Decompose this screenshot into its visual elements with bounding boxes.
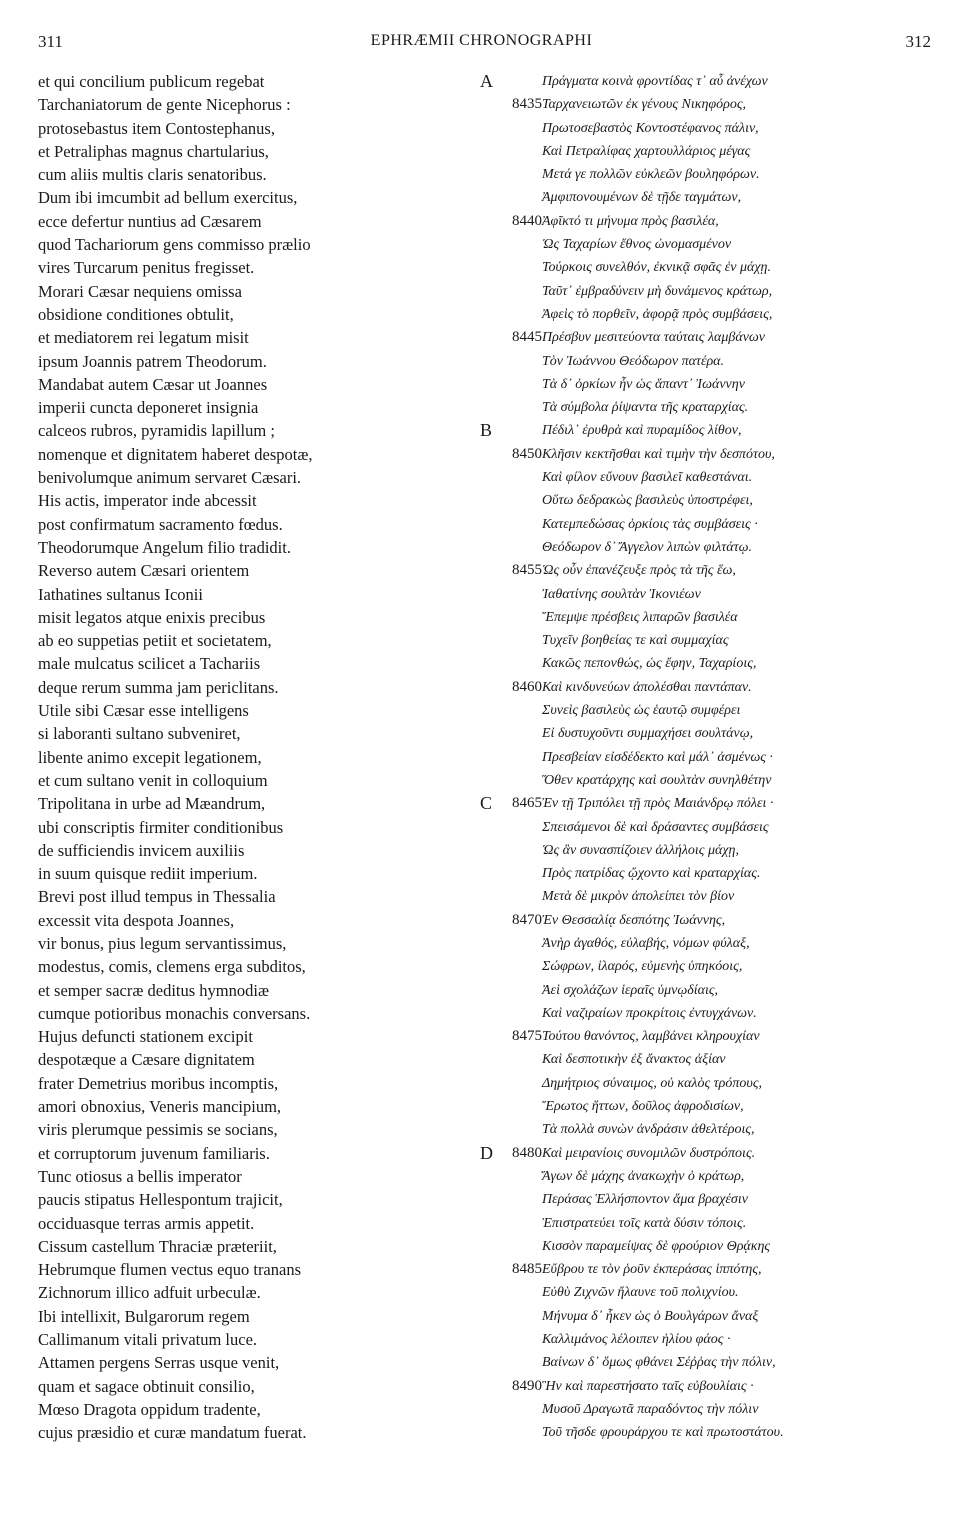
- greek-line: [480, 140, 950, 163]
- verse-number: 8455: [512, 562, 542, 579]
- greek-line: [480, 1305, 950, 1328]
- greek-line: [480, 466, 950, 489]
- greek-line: [480, 1142, 950, 1165]
- verse-number: 8450: [512, 445, 542, 462]
- greek-verse-text: Καὶ ναζιραίων προκρίτοις ἐντυγχάνων.: [542, 1005, 757, 1021]
- greek-line: [480, 1072, 950, 1095]
- greek-line: [480, 1421, 950, 1444]
- latin-translation-column: [38, 70, 438, 1445]
- greek-line: [480, 885, 950, 908]
- latin-line: cumque potioribus monachis conversans.: [38, 1003, 311, 1023]
- greek-line: [480, 1258, 950, 1281]
- greek-line: [480, 606, 950, 629]
- verse-number: 8440: [512, 212, 542, 229]
- greek-verse-text: Κλῆσιν κεκτῆσθαι καὶ τιμὴν τὴν δεσπότου,: [542, 446, 775, 462]
- greek-verse-text: Σπεισάμενοι δὲ καὶ δράσαντες συμβάσεις: [542, 819, 769, 835]
- latin-line: nomenque et dignitatem haberet despotæ,: [38, 444, 313, 464]
- greek-line: [480, 839, 950, 862]
- latin-line: viris plerumque pessimis se socians,: [38, 1120, 278, 1140]
- greek-verse-text: Πρωτοσεβαστὸς Κοντοστέφανος πάλιν,: [542, 120, 759, 136]
- greek-line: [480, 1025, 950, 1048]
- greek-line: [480, 652, 950, 675]
- greek-line: [480, 676, 950, 699]
- page-number-right: 312: [905, 32, 931, 51]
- greek-verse-text: Τὰ δ᾽ ὁρκίων ἦν ὡς ἅπαντ᾽ Ἰωάννην: [542, 376, 745, 392]
- greek-line: [480, 163, 950, 186]
- greek-line: [480, 1351, 950, 1374]
- greek-line: [480, 117, 950, 140]
- latin-line: Tripolitana in urbe ad Mæandrum,: [38, 794, 266, 814]
- greek-line: [480, 862, 950, 885]
- greek-verse-text: Τούτου θανόντος, λαμβάνει κληρουχίαν: [542, 1029, 760, 1045]
- latin-line: Morari Cæsar nequiens omissa: [38, 281, 242, 301]
- latin-line: Cissum castellum Thraciæ præteriit,: [38, 1236, 277, 1256]
- greek-line: [480, 210, 950, 233]
- greek-line: [480, 396, 950, 419]
- greek-line: [480, 489, 950, 512]
- greek-verse-text: Ἐν τῇ Τριπόλει τῇ πρὸς Μαιάνδρῳ πόλει ·: [542, 796, 774, 812]
- greek-verse-text: Ἐπιστρατεύει τοῖς κατὰ δύσιν τόποις.: [542, 1215, 747, 1231]
- latin-line: et mediatorem rei legatum misit: [38, 328, 249, 348]
- greek-verse-text: Ἄγων δὲ μάχης ἀνακωχὴν ὁ κράτωρ,: [542, 1168, 745, 1184]
- latin-line: ecce defertur nuntius ad Cæsarem: [38, 211, 262, 231]
- greek-verse-text: Πρεσβείαν εἰσδέδεκτο καὶ μάλ᾽ ἀσμένως ·: [542, 749, 773, 765]
- greek-verse-text: Εὔβρου τε τὸν ῥοῦν ἐκπεράσας ἱππότης,: [542, 1262, 762, 1278]
- page-number-left: 311: [38, 32, 63, 51]
- greek-line: [480, 536, 950, 559]
- greek-verse-text: Ταῦτ᾽ ἐμβραδύνειν μὴ δυνάμενος κράτωρ,: [542, 283, 773, 299]
- latin-line: si laboranti sultano subveniret,: [38, 724, 241, 744]
- verse-number: 8490: [512, 1377, 542, 1394]
- latin-line: Brevi post illud tempus in Thessalia: [38, 887, 276, 907]
- latin-line: et corruptorum juvenum familiaris.: [38, 1143, 270, 1163]
- greek-line: [480, 979, 950, 1002]
- greek-verse-text: Περάσας Ἑλλήσποντον ἅμα βραχέσιν: [542, 1192, 748, 1208]
- latin-line: obsidione conditiones obtulit,: [38, 304, 234, 324]
- greek-line: [480, 350, 950, 373]
- greek-verse-text: Καλλιμάνος λέλοιπεν ἡλίου φάος ·: [542, 1332, 731, 1348]
- latin-line: et Petraliphas magnus chartularius,: [38, 141, 269, 161]
- greek-verse-text: Ὡς ἂν συνασπίζοιεν ἀλλήλοις μάχῃ,: [542, 842, 739, 858]
- greek-line: [480, 559, 950, 582]
- greek-verse-text: Θεόδωρον δ᾽ Ἄγγελον λιπὼν φιλτάτῳ.: [542, 539, 753, 555]
- latin-line: ipsum Joannis patrem Theodorum.: [38, 351, 267, 371]
- greek-verse-text: Καὶ δεσποτικὴν ἐξ ἄνακτος ἀξίαν: [542, 1052, 726, 1068]
- greek-verse-text: Ἐν Θεσσαλίᾳ δεσπότης Ἰωάννης,: [542, 912, 726, 928]
- greek-line: [480, 816, 950, 839]
- greek-line: [480, 443, 950, 466]
- latin-line: misit legatos atque enixis precibus: [38, 607, 266, 627]
- greek-verse-text: Μήνυμα δ᾽ ἧκεν ὡς ὁ Βουλγάρων ἄναξ: [542, 1308, 759, 1324]
- greek-verse-text: Ἀμφιπονουμένων δὲ τῇδε ταγμάτων,: [542, 190, 742, 206]
- latin-line: protosebastus item Contostephanus,: [38, 118, 275, 138]
- greek-verse-text: Βαίνων δ᾽ ὅμως φθάνει Σέῤῥας τὴν πόλιν,: [542, 1355, 776, 1371]
- latin-line: Callimanum vitali privatum luce.: [38, 1330, 258, 1350]
- latin-line: deque rerum summa jam periclitans.: [38, 677, 279, 697]
- greek-line: [480, 70, 950, 93]
- verse-number: 8475: [512, 1028, 542, 1045]
- latin-line: Hebrumque flumen vectus equo tranans: [38, 1260, 302, 1280]
- verse-number: 8445: [512, 329, 542, 346]
- latin-line: cujus præsidio et curæ mandatum fuerat.: [38, 1423, 307, 1443]
- greek-line: [480, 1048, 950, 1071]
- latin-line: quod Tachariorum gens commisso prælio: [38, 235, 311, 255]
- greek-verse-text: Κακῶς πεπονθώς, ὡς ἔφην, Ταχαρίοις,: [542, 656, 757, 672]
- latin-line: Reverso autem Cæsari orientem: [38, 561, 250, 581]
- greek-line: [480, 303, 950, 326]
- latin-line: Theodorumque Angelum filio tradidit.: [38, 537, 291, 557]
- section-letter: D: [480, 1142, 493, 1163]
- verse-number: 8485: [512, 1261, 542, 1278]
- greek-verse-text: Μυσοῦ Δραγωτᾶ παραδόντος τὴν πόλιν: [542, 1401, 759, 1417]
- greek-line: [480, 1165, 950, 1188]
- greek-verse-text: Εἰ δυστυχοῦντι συμμαχήσει σουλτάνῳ,: [542, 726, 754, 742]
- latin-line: paucis stipatus Hellespontum trajicit,: [38, 1190, 283, 1210]
- greek-line: [480, 280, 950, 303]
- verse-number: 8480: [512, 1144, 542, 1161]
- greek-line: [480, 1095, 950, 1118]
- greek-verse-text: Πράγματα κοινὰ φροντίδας τ᾽ αὖ ἀνέχων: [542, 74, 768, 89]
- running-title: EPHRÆMII CHRONOGRAPHI: [370, 32, 593, 49]
- greek-line: [480, 955, 950, 978]
- latin-line: Hujus defuncti stationem excipit: [38, 1027, 253, 1047]
- greek-verse-text: Κισσὸν παραμείψας δὲ φρούριον Θρᾴκης: [542, 1238, 771, 1254]
- greek-verse-text: Τούρκοις συνελθόν, ἐκνικᾷ σφᾶς ἐν μάχῃ.: [542, 260, 771, 276]
- latin-line: quam et sagace obtinuit consilio,: [38, 1376, 255, 1396]
- greek-line: [480, 1375, 950, 1398]
- greek-line: [480, 513, 950, 536]
- greek-verse-text: Καὶ φίλον εὔνουν βασιλεῖ καθεστάναι.: [542, 470, 753, 486]
- greek-verse-text: Τυχεῖν βοηθείας τε καὶ συμμαχίας: [542, 633, 729, 649]
- greek-line: [480, 1328, 950, 1351]
- greek-verse-text: Ἔπεμψε πρέσβεις λιπαρῶν βασιλέα: [542, 609, 738, 625]
- latin-line: occiduasque terras armis appetit.: [38, 1213, 255, 1233]
- latin-line: ubi conscriptis firmiter conditionibus: [38, 817, 284, 837]
- latin-line: libente animo excepit legationem,: [38, 747, 262, 767]
- latin-line: Utile sibi Cæsar esse intelligens: [38, 701, 249, 721]
- greek-line: [480, 769, 950, 792]
- greek-verse-text: Ἀεὶ σχολάζων ἱεραῖς ὑμνῳδίαις,: [542, 982, 719, 998]
- verse-number: 8435: [512, 96, 542, 113]
- greek-verse-text: Ἰαθατίνης σουλτὰν Ἰκονιέων: [542, 586, 701, 602]
- greek-verse-text: Πέδιλ᾽ ἐρυθρὰ καὶ πυραμίδος λίθον,: [542, 423, 742, 439]
- greek-line: [480, 1398, 950, 1421]
- greek-line: [480, 1118, 950, 1141]
- greek-verse-text: Ὡς οὖν ἐπανέζευξε πρὸς τὰ τῆς ἕω,: [542, 563, 736, 579]
- greek-verse-text: Δημήτριος σύναιμος, οὐ καλὸς τρόπους,: [542, 1075, 763, 1091]
- latin-line: Dum ibi imcumbit ad bellum exercitus,: [38, 188, 298, 208]
- latin-line: His actis, imperator inde abcessit: [38, 491, 257, 511]
- greek-verse-text: Οὕτω δεδρακὼς βασιλεὺς ὑποστρέφει,: [542, 493, 753, 509]
- latin-line: benivolumque animum servaret Cæsari.: [38, 468, 302, 488]
- latin-line: de sufficiendis invicem auxiliis: [38, 840, 245, 860]
- greek-line: [480, 629, 950, 652]
- latin-line: Tunc otiosus a bellis imperator: [38, 1166, 242, 1186]
- greek-line: [480, 256, 950, 279]
- greek-verse-text: Ἣν καὶ παρεστήσατο ταῖς εὐβουλίαις ·: [542, 1378, 754, 1394]
- greek-verse-text: Τοῦ τῆσδε φρουράρχου τε καὶ πρωτοστάτου.: [542, 1425, 784, 1441]
- greek-line: [480, 722, 950, 745]
- greek-verse-text: Τὰ σύμβολα ῥίψαντα τῆς κραταρχίας.: [542, 400, 749, 416]
- greek-line: [480, 746, 950, 769]
- greek-line: [480, 1235, 950, 1258]
- greek-line: [480, 233, 950, 256]
- latin-line: ab eo suppetias petiit et societatem,: [38, 631, 272, 651]
- greek-line: [480, 1281, 950, 1304]
- latin-line: amori obnoxius, Veneris mancipium,: [38, 1097, 282, 1117]
- latin-line: calceos rubros, pyramidis lapillum ;: [38, 421, 275, 441]
- latin-line: cum aliis multis claris senatoribus.: [38, 165, 267, 185]
- greek-line: [480, 583, 950, 606]
- latin-line: excessit vita despota Joannes,: [38, 910, 235, 930]
- greek-line: [480, 373, 950, 396]
- section-letter: C: [480, 793, 493, 814]
- latin-line: Tarchaniatorum de gente Nicephorus :: [38, 95, 291, 115]
- section-letter: B: [480, 420, 493, 441]
- latin-line: Mœso Dragota oppidum tradente,: [38, 1399, 261, 1419]
- latin-line: Iathatines sultanus Iconii: [38, 584, 203, 604]
- latin-line: et semper sacræ deditus hymnodiæ: [38, 980, 269, 1000]
- greek-line: [480, 932, 950, 955]
- greek-line: [480, 1188, 950, 1211]
- latin-line: frater Demetrius moribus incomptis,: [38, 1073, 279, 1093]
- latin-line: modestus, comis, clemens erga subditos,: [38, 957, 306, 977]
- section-letter: A: [480, 71, 493, 91]
- greek-verse-text: Καὶ κινδυνεύων ἀπολέσθαι παντάπαν.: [542, 679, 752, 695]
- greek-verse-text: Καὶ Πετραλίφας χαρτουλλάριος μέγας: [542, 143, 751, 159]
- latin-line: male mulcatus scilicet a Tachariis: [38, 654, 261, 674]
- greek-verse-text: Μετὰ δὲ μικρὸν ἀπολείπει τὸν βίον: [542, 889, 735, 905]
- greek-verse-text: Μετά γε πολλῶν εὐκλεῶν βουληφόρων.: [542, 167, 760, 183]
- latin-line: Ibi intellixit, Bulgarorum regem: [38, 1306, 250, 1326]
- running-header: [0, 30, 963, 56]
- greek-verse-text: Εὐθὺ Ζιχνῶν ἤλαυνε τοῦ πολιχνίου.: [542, 1285, 739, 1301]
- greek-line: [480, 792, 950, 815]
- greek-verse-text: Σώφρων, ἱλαρός, εὐμενὴς ὑπηκόοις,: [542, 959, 743, 975]
- greek-verse-text: Ταρχανειωτῶν ἐκ γένους Νικηφόρος,: [542, 97, 747, 113]
- latin-line: Attamen pergens Serras usque venit,: [38, 1353, 280, 1373]
- verse-number: 8460: [512, 678, 542, 695]
- latin-line: et cum sultano venit in colloquium: [38, 770, 268, 790]
- greek-line: [480, 1212, 950, 1235]
- greek-verse-text: Ὡς Ταχαρίων ἔθνος ὠνομασμένον: [542, 237, 732, 253]
- latin-line: in suum quisque rediit imperium.: [38, 864, 258, 884]
- greek-line: [480, 699, 950, 722]
- latin-line: Zichnorum illico adfuit urbeculæ.: [38, 1283, 261, 1303]
- greek-verse-text: Πρέσβυν μεσιτεύοντα ταύταις λαμβάνων: [542, 330, 766, 346]
- latin-line: vires Turcarum penitus fregisset.: [38, 258, 255, 278]
- greek-verse-text: Καὶ μειρανίοις συνομιλῶν δυστρόποις.: [542, 1145, 756, 1161]
- latin-line: Mandabat autem Cæsar ut Joannes: [38, 374, 268, 394]
- latin-line: et qui concilium publicum regebat: [38, 72, 265, 91]
- greek-line: [480, 326, 950, 349]
- greek-text-column: [480, 70, 950, 1445]
- latin-line: imperii cuncta deponeret insignia: [38, 398, 259, 418]
- verse-number: 8465: [512, 795, 542, 812]
- greek-line: [480, 93, 950, 116]
- latin-line: post confirmatum sacramento fœdus.: [38, 514, 283, 534]
- greek-verse-text: Ἀνὴρ ἀγαθός, εὐλαβής, νόμων φύλαξ,: [542, 935, 750, 951]
- greek-verse-text: Τὰ πολλὰ συνὼν ἀνδράσιν ἀθελτέροις,: [542, 1122, 755, 1138]
- greek-verse-text: Κατεμπεδώσας ὁρκίοις τὰς συμβάσεις ·: [542, 516, 758, 532]
- greek-line: [480, 909, 950, 932]
- greek-verse-text: Ὅθεν κρατάρχης καὶ σουλτὰν συνηλθέτην: [542, 772, 772, 788]
- greek-line: [480, 419, 950, 442]
- latin-line: despotæque a Cæsare dignitatem: [38, 1050, 255, 1070]
- greek-verse-text: Πρὸς πατρίδας ᾤχοντο καὶ κραταρχίας.: [542, 866, 761, 882]
- latin-line: vir bonus, pius legum servantissimus,: [38, 933, 287, 953]
- verse-number: 8470: [512, 911, 542, 928]
- greek-line: [480, 1002, 950, 1025]
- greek-verse-text: Τὸν Ἰωάννου Θεόδωρον πατέρα.: [542, 353, 725, 369]
- greek-verse-text: Ἔρωτος ἥττων, δοῦλος ἀφροδισίων,: [542, 1099, 744, 1115]
- greek-verse-text: Ἀφῖκτό τι μήνυμα πρὸς βασιλέα,: [542, 213, 719, 229]
- greek-verse-text: Ἀφεὶς τὸ πορθεῖν, ἀφορᾷ πρὸς συμβάσεις,: [542, 306, 773, 322]
- greek-verse-text: Συνεὶς βασιλεὺς ὡς ἑαυτῷ συμφέρει: [542, 703, 741, 719]
- greek-line: [480, 186, 950, 209]
